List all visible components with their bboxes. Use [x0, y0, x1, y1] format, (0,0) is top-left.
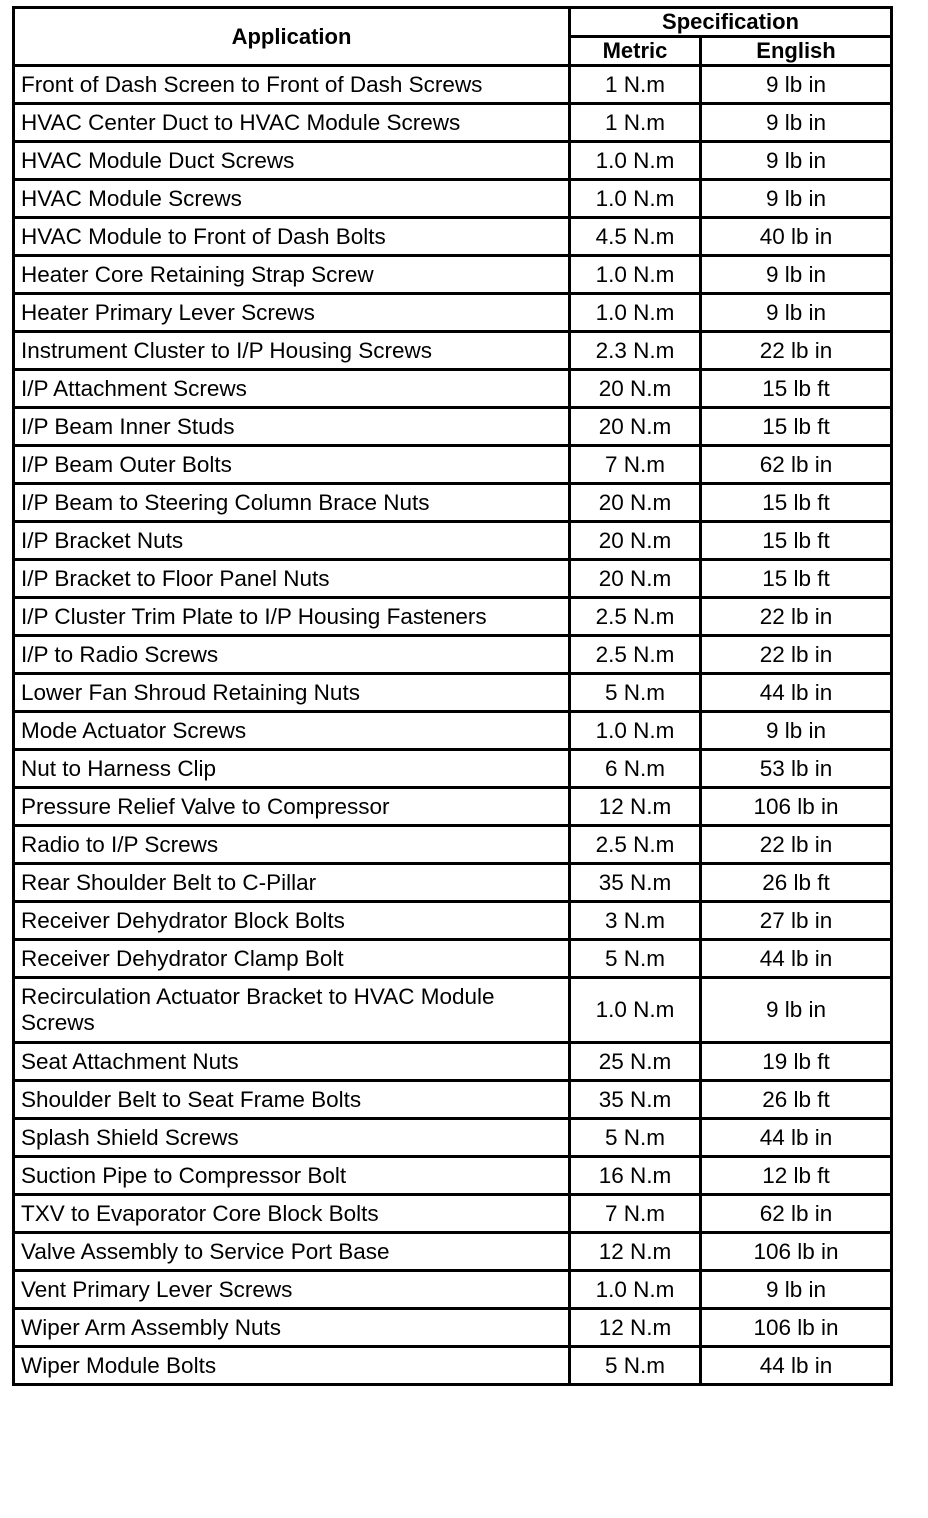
english-cell: 62 lb in	[701, 1195, 892, 1233]
english-cell: 22 lb in	[701, 636, 892, 674]
metric-cell: 1.0 N.m	[570, 1271, 701, 1309]
table-row	[14, 978, 892, 1043]
english-cell: 15 lb ft	[701, 522, 892, 560]
table-row	[14, 1119, 892, 1157]
metric-cell: 7 N.m	[570, 446, 701, 484]
table-row	[14, 218, 892, 256]
application-cell: Pressure Relief Valve to Compressor	[14, 788, 570, 826]
metric-cell: 5 N.m	[570, 1119, 701, 1157]
table-row	[14, 256, 892, 294]
english-cell: 15 lb ft	[701, 484, 892, 522]
metric-cell: 12 N.m	[570, 1309, 701, 1347]
table-row	[14, 66, 892, 104]
english-cell: 22 lb in	[701, 332, 892, 370]
application-cell: Heater Core Retaining Strap Screw	[14, 256, 570, 294]
table-row	[14, 712, 892, 750]
table-row	[14, 1157, 892, 1195]
english-cell: 12 lb ft	[701, 1157, 892, 1195]
metric-cell: 12 N.m	[570, 788, 701, 826]
application-cell: Rear Shoulder Belt to C-Pillar	[14, 864, 570, 902]
english-cell: 9 lb in	[701, 1271, 892, 1309]
metric-cell: 20 N.m	[570, 484, 701, 522]
table-row	[14, 1271, 892, 1309]
metric-cell: 1 N.m	[570, 104, 701, 142]
english-cell: 9 lb in	[701, 712, 892, 750]
metric-cell: 2.3 N.m	[570, 332, 701, 370]
english-cell: 62 lb in	[701, 446, 892, 484]
fastener-spec-table	[12, 6, 893, 1386]
table-row	[14, 180, 892, 218]
application-cell: TXV to Evaporator Core Block Bolts	[14, 1195, 570, 1233]
table-row	[14, 446, 892, 484]
table-row	[14, 674, 892, 712]
table-row	[14, 1347, 892, 1385]
application-cell: Instrument Cluster to I/P Housing Screws	[14, 332, 570, 370]
application-cell: HVAC Module Screws	[14, 180, 570, 218]
application-cell: Receiver Dehydrator Clamp Bolt	[14, 940, 570, 978]
metric-cell: 20 N.m	[570, 370, 701, 408]
metric-cell: 5 N.m	[570, 940, 701, 978]
application-cell: I/P Beam to Steering Column Brace Nuts	[14, 484, 570, 522]
english-cell: 9 lb in	[701, 142, 892, 180]
application-cell: I/P Bracket Nuts	[14, 522, 570, 560]
table-row	[14, 1309, 892, 1347]
metric-cell: 2.5 N.m	[570, 598, 701, 636]
table-row	[14, 294, 892, 332]
table-row	[14, 1043, 892, 1081]
application-cell: I/P Attachment Screws	[14, 370, 570, 408]
metric-cell: 1.0 N.m	[570, 180, 701, 218]
english-cell: 22 lb in	[701, 826, 892, 864]
application-cell: Front of Dash Screen to Front of Dash Screws	[14, 66, 570, 104]
metric-cell: 2.5 N.m	[570, 826, 701, 864]
application-cell: Splash Shield Screws	[14, 1119, 570, 1157]
table-row	[14, 1081, 892, 1119]
application-cell: Vent Primary Lever Screws	[14, 1271, 570, 1309]
metric-cell: 5 N.m	[570, 1347, 701, 1385]
english-cell: 27 lb in	[701, 902, 892, 940]
metric-cell: 1.0 N.m	[570, 256, 701, 294]
application-cell: HVAC Module to Front of Dash Bolts	[14, 218, 570, 256]
english-cell: 26 lb ft	[701, 1081, 892, 1119]
metric-cell: 1.0 N.m	[570, 294, 701, 332]
english-cell: 9 lb in	[701, 978, 892, 1043]
table-row	[14, 788, 892, 826]
table-row	[14, 1233, 892, 1271]
table-row	[14, 902, 892, 940]
application-cell: Seat Attachment Nuts	[14, 1043, 570, 1081]
application-cell: I/P to Radio Screws	[14, 636, 570, 674]
table-row	[14, 636, 892, 674]
table-row	[14, 826, 892, 864]
table-row	[14, 560, 892, 598]
english-cell: 15 lb ft	[701, 370, 892, 408]
application-cell: HVAC Module Duct Screws	[14, 142, 570, 180]
table-row	[14, 750, 892, 788]
english-cell: 106 lb in	[701, 788, 892, 826]
header-row-1	[14, 8, 892, 37]
application-cell: Wiper Module Bolts	[14, 1347, 570, 1385]
english-cell: 9 lb in	[701, 66, 892, 104]
application-cell: HVAC Center Duct to HVAC Module Screws	[14, 104, 570, 142]
metric-cell: 3 N.m	[570, 902, 701, 940]
metric-cell: 1.0 N.m	[570, 142, 701, 180]
application-cell: I/P Cluster Trim Plate to I/P Housing Fasteners	[14, 598, 570, 636]
english-cell: 44 lb in	[701, 1347, 892, 1385]
english-cell: 22 lb in	[701, 598, 892, 636]
table-row	[14, 484, 892, 522]
application-cell: Recirculation Actuator Bracket to HVAC Module Screws	[14, 978, 570, 1043]
metric-cell: 1 N.m	[570, 66, 701, 104]
application-header: Application	[14, 8, 570, 66]
table-row	[14, 1195, 892, 1233]
table-header	[14, 8, 892, 66]
english-cell: 15 lb ft	[701, 408, 892, 446]
metric-cell: 4.5 N.m	[570, 218, 701, 256]
application-cell: I/P Beam Inner Studs	[14, 408, 570, 446]
application-cell: Radio to I/P Screws	[14, 826, 570, 864]
table-row	[14, 864, 892, 902]
table-row	[14, 332, 892, 370]
english-cell: 106 lb in	[701, 1309, 892, 1347]
table-row	[14, 940, 892, 978]
english-cell: 53 lb in	[701, 750, 892, 788]
application-cell: I/P Beam Outer Bolts	[14, 446, 570, 484]
specification-header: Specification	[570, 8, 892, 37]
metric-cell: 1.0 N.m	[570, 978, 701, 1043]
english-header: English	[701, 37, 892, 66]
english-cell: 15 lb ft	[701, 560, 892, 598]
english-cell: 44 lb in	[701, 674, 892, 712]
application-cell: Receiver Dehydrator Block Bolts	[14, 902, 570, 940]
application-cell: Wiper Arm Assembly Nuts	[14, 1309, 570, 1347]
english-cell: 9 lb in	[701, 294, 892, 332]
table-row	[14, 598, 892, 636]
application-cell: Mode Actuator Screws	[14, 712, 570, 750]
metric-cell: 2.5 N.m	[570, 636, 701, 674]
english-cell: 106 lb in	[701, 1233, 892, 1271]
metric-cell: 7 N.m	[570, 1195, 701, 1233]
metric-cell: 35 N.m	[570, 1081, 701, 1119]
application-cell: Heater Primary Lever Screws	[14, 294, 570, 332]
english-cell: 44 lb in	[701, 1119, 892, 1157]
metric-header: Metric	[570, 37, 701, 66]
metric-cell: 16 N.m	[570, 1157, 701, 1195]
metric-cell: 12 N.m	[570, 1233, 701, 1271]
application-cell: Lower Fan Shroud Retaining Nuts	[14, 674, 570, 712]
table-row	[14, 370, 892, 408]
metric-cell: 6 N.m	[570, 750, 701, 788]
application-cell: I/P Bracket to Floor Panel Nuts	[14, 560, 570, 598]
metric-cell: 20 N.m	[570, 522, 701, 560]
metric-cell: 35 N.m	[570, 864, 701, 902]
application-cell: Valve Assembly to Service Port Base	[14, 1233, 570, 1271]
english-cell: 19 lb ft	[701, 1043, 892, 1081]
english-cell: 9 lb in	[701, 180, 892, 218]
application-cell: Shoulder Belt to Seat Frame Bolts	[14, 1081, 570, 1119]
metric-cell: 20 N.m	[570, 560, 701, 598]
english-cell: 40 lb in	[701, 218, 892, 256]
metric-cell: 5 N.m	[570, 674, 701, 712]
metric-cell: 20 N.m	[570, 408, 701, 446]
metric-cell: 1.0 N.m	[570, 712, 701, 750]
english-cell: 26 lb ft	[701, 864, 892, 902]
table-row	[14, 104, 892, 142]
application-cell: Suction Pipe to Compressor Bolt	[14, 1157, 570, 1195]
table-body	[14, 66, 892, 1385]
english-cell: 9 lb in	[701, 256, 892, 294]
metric-cell: 25 N.m	[570, 1043, 701, 1081]
english-cell: 44 lb in	[701, 940, 892, 978]
table-row	[14, 408, 892, 446]
table-row	[14, 522, 892, 560]
english-cell: 9 lb in	[701, 104, 892, 142]
table-row	[14, 142, 892, 180]
application-cell: Nut to Harness Clip	[14, 750, 570, 788]
